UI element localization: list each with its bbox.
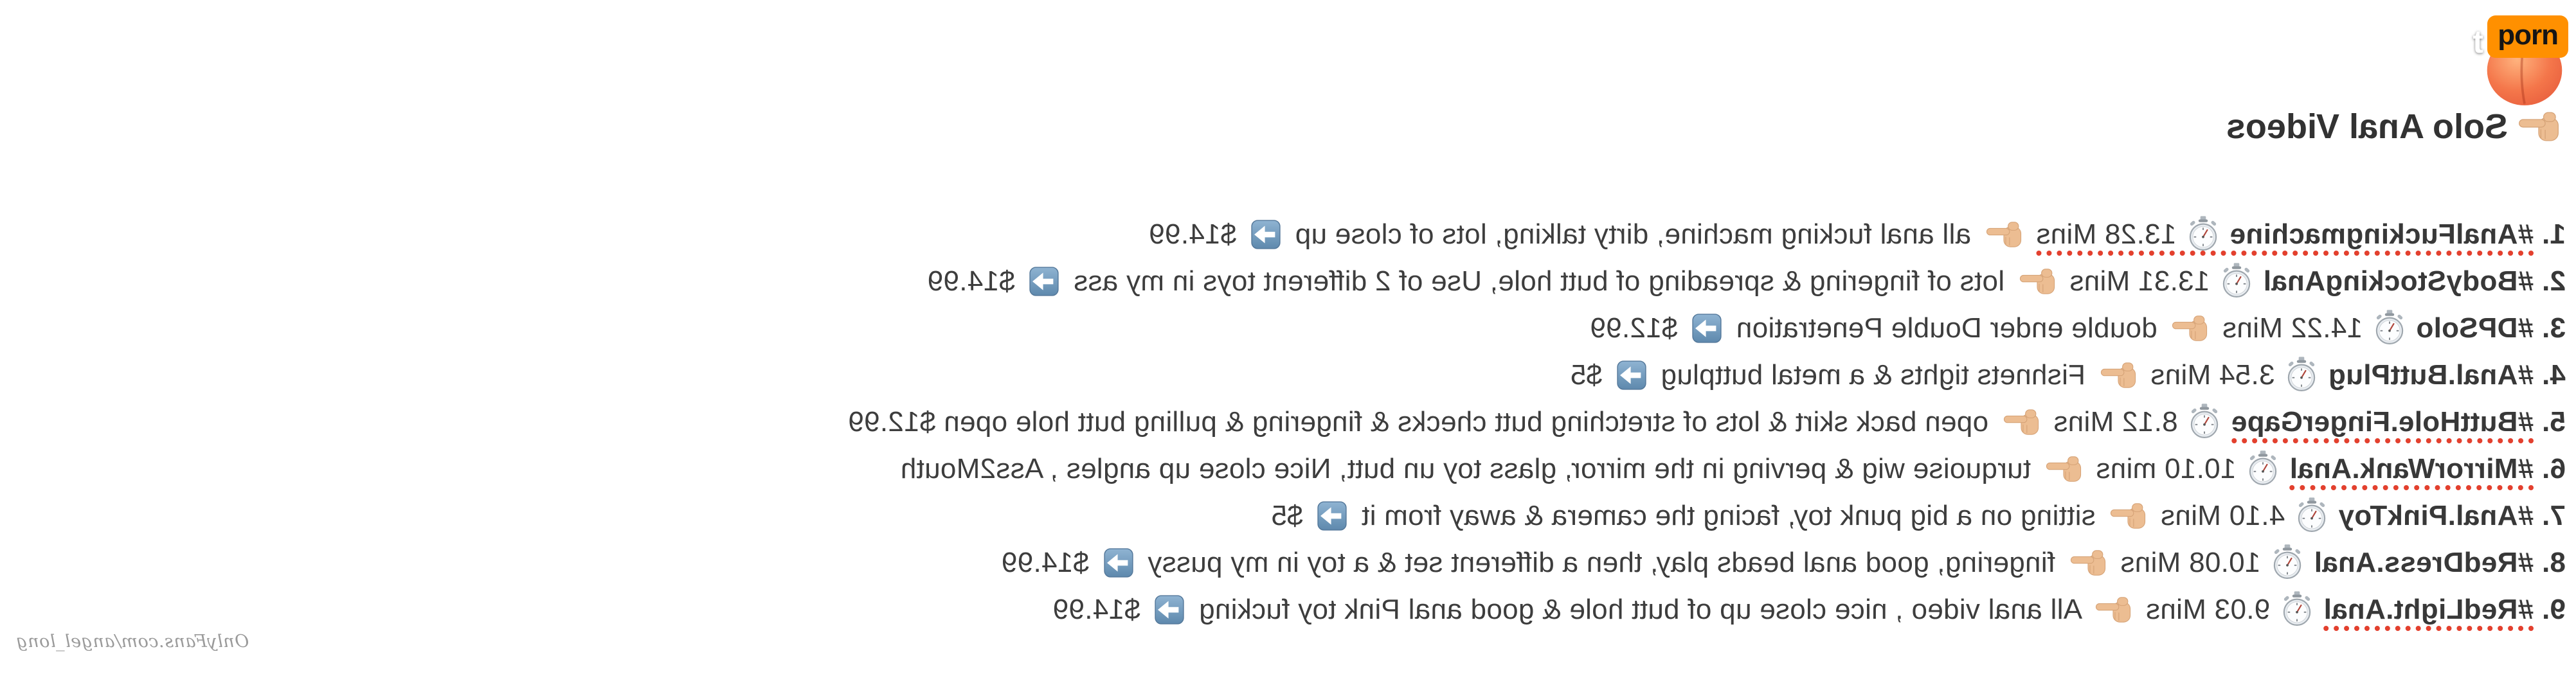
stopwatch-icon xyxy=(2222,262,2251,298)
video-price: $12.99 xyxy=(1590,312,1678,344)
onlyfans-watermark: OnlyFans.com/angel_long xyxy=(16,632,249,652)
video-hashtag: #RedLight.Anal xyxy=(2323,594,2534,631)
pointing-hand-icon xyxy=(2110,502,2146,529)
video-price: $14.99 xyxy=(1052,594,1140,625)
item-number: 1. xyxy=(2541,218,2566,250)
video-duration: 13.31 Mins xyxy=(2069,265,2210,297)
item-number: 9. xyxy=(2541,594,2566,625)
video-duration: 10.10 mins xyxy=(2096,453,2237,484)
item-number: 6. xyxy=(2541,453,2566,484)
video-list xyxy=(848,211,2566,633)
video-price: $14.99 xyxy=(1001,547,1090,578)
item-number: 8. xyxy=(2541,547,2566,578)
video-hashtag: #Anal.ButtPlug xyxy=(2328,359,2534,391)
video-hashtag: #Anal.PinkToy xyxy=(2338,500,2534,531)
video-list-item xyxy=(848,351,2566,398)
pointing-hand-icon xyxy=(2046,456,2082,483)
video-list-item xyxy=(848,398,2566,445)
video-hashtag: #RedDress.Anal xyxy=(2314,547,2534,578)
video-description: all anal fucking machine, dirty talking, lots of close up xyxy=(1295,218,1972,250)
pointing-hand-icon xyxy=(2003,409,2039,436)
video-price: $5 xyxy=(1271,500,1303,531)
item-number: 7. xyxy=(2541,500,2566,531)
video-hashtag: #BodyStockingAnal xyxy=(2263,265,2534,297)
video-description: All anal video , nice close up of butt hole & good anal Pink toy fucking xyxy=(1198,594,2083,625)
video-duration: 10.08 Mins xyxy=(2120,547,2261,578)
pointing-hand-icon xyxy=(2019,268,2055,295)
video-price: $14.99 xyxy=(927,265,1015,297)
stopwatch-icon xyxy=(2297,497,2327,533)
video-price: $12.99 xyxy=(848,406,936,438)
arrow-badge-icon xyxy=(1692,314,1722,343)
video-price: $5 xyxy=(1570,359,1603,391)
video-description: sitting on a big punk toy, facing the camera & away from it xyxy=(1361,500,2096,531)
pointing-hand-icon xyxy=(2095,596,2131,623)
video-hashtag: #AnalFuckingmachine xyxy=(2229,218,2534,250)
video-description: Fishnets tights & a metal buttplug xyxy=(1661,359,2086,391)
item-number: 2. xyxy=(2541,265,2566,297)
video-hashtag: #DPSolo xyxy=(2416,312,2534,344)
video-description: double ender Double Penetration xyxy=(1736,312,2157,344)
video-duration: 9.03 Mins xyxy=(2145,594,2271,625)
video-duration: 13.28 Mins xyxy=(2036,218,2177,250)
pointing-hand-icon xyxy=(2172,315,2208,342)
item-number: 3. xyxy=(2541,312,2566,344)
pointing-hand-icon xyxy=(2070,549,2106,576)
video-duration: 3.54 Mins xyxy=(2150,359,2275,391)
video-list-item xyxy=(848,305,2566,351)
video-list-item xyxy=(848,258,2566,305)
video-list-item xyxy=(848,539,2566,586)
video-list-item xyxy=(848,586,2566,633)
video-duration: 4.10 Mins xyxy=(2160,500,2285,531)
video-hashtag: #MirrorWank.Anal xyxy=(2289,453,2534,490)
arrow-badge-icon xyxy=(1617,360,1646,390)
page-title-text: Solo Anal Videos xyxy=(2226,107,2508,146)
stopwatch-icon xyxy=(2273,544,2302,580)
video-description: lots of fingering & spreading of butt hole, Use of 2 different toys in my ass xyxy=(1073,265,2005,297)
item-number: 4. xyxy=(2541,359,2566,391)
stopwatch-icon xyxy=(2287,356,2316,392)
stopwatch-icon xyxy=(2248,450,2278,486)
video-description: turquoise wig & perving in the mirror, glass toy un butt, Nice close up angles , Ass2Mouth xyxy=(900,453,2031,484)
porn-badge: porn xyxy=(2487,15,2568,58)
partial-letter: t xyxy=(2472,24,2483,60)
pointing-hand-icon xyxy=(2518,111,2559,142)
arrow-badge-icon xyxy=(1251,220,1281,249)
video-hashtag: #ButtHole.FingerGape xyxy=(2231,406,2534,443)
arrow-badge-icon xyxy=(1155,595,1184,625)
video-list-item xyxy=(848,445,2566,492)
stopwatch-icon xyxy=(2375,309,2404,345)
page-title xyxy=(2226,107,2566,146)
video-list-item xyxy=(848,492,2566,539)
video-description: fingering, good anal beads play, then a different set & a toy in my pussy xyxy=(1148,547,2056,578)
video-duration: 14.22 Mins xyxy=(2222,312,2363,344)
arrow-badge-icon xyxy=(1317,501,1347,531)
stopwatch-icon xyxy=(2282,590,2312,626)
pointing-hand-icon xyxy=(1986,221,2022,248)
video-list-item xyxy=(848,211,2566,258)
item-number: 5. xyxy=(2541,406,2566,438)
arrow-badge-icon xyxy=(1029,267,1059,296)
video-duration: 8.12 Mins xyxy=(2053,406,2178,438)
peach-porn-watermark xyxy=(2468,4,2571,110)
stopwatch-icon xyxy=(2190,403,2219,439)
pointing-hand-icon xyxy=(2100,362,2136,389)
stopwatch-icon xyxy=(2188,215,2218,251)
video-price: $14.99 xyxy=(1149,218,1237,250)
video-description: open back skirt & lots of stretching butt checks & fingering & pulling butt hole open xyxy=(943,406,1989,438)
arrow-badge-icon xyxy=(1104,548,1133,578)
